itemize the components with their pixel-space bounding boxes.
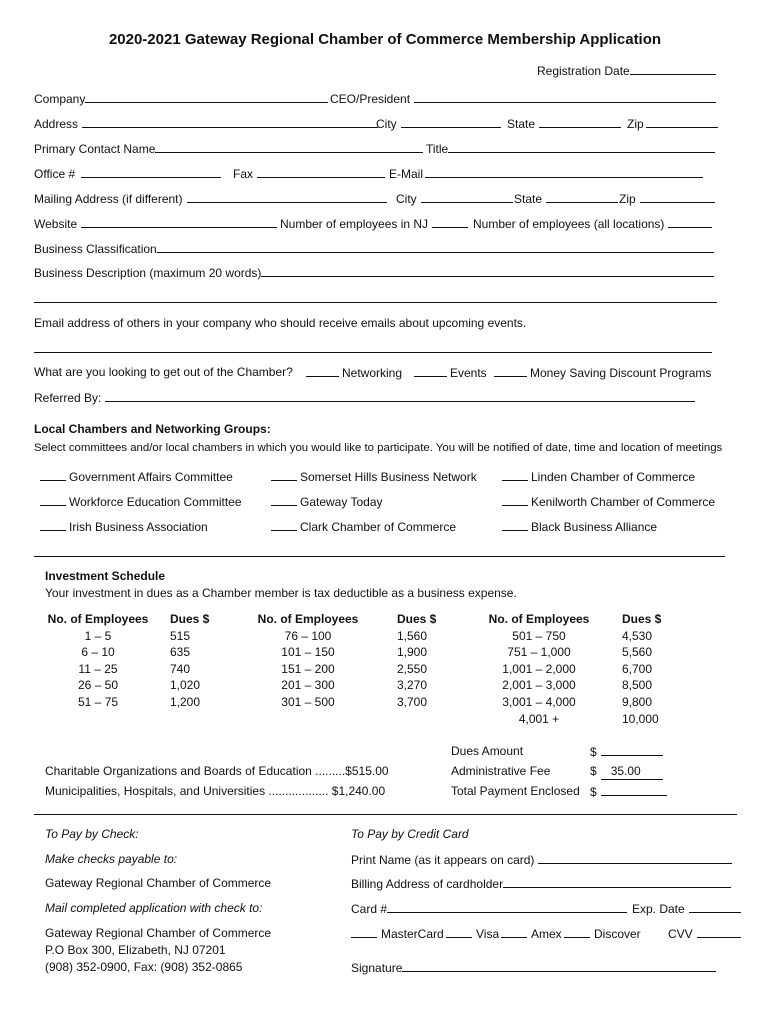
irish-business-label: Irish Business Association xyxy=(69,520,208,534)
option-amex[interactable] xyxy=(501,926,562,942)
mastercard-label: MasterCard xyxy=(381,927,444,941)
mailing-city-label: City xyxy=(396,192,417,206)
municipalities-rate: Municipalities, Hospitals, and Universities .................. $1,240.00 xyxy=(45,784,386,798)
business-description-label: Business Description (maximum 20 words) xyxy=(34,266,262,280)
checkbox-kenilworth-chamber[interactable] xyxy=(502,494,715,510)
email-field[interactable] xyxy=(389,166,703,182)
investment-heading: Investment Schedule xyxy=(45,569,166,583)
option-mastercard[interactable] xyxy=(351,926,444,942)
signature-field[interactable] xyxy=(351,960,716,976)
referred-by-field[interactable] xyxy=(34,390,695,406)
table1-employees xyxy=(45,611,151,711)
table3-dues xyxy=(622,611,661,727)
print-name-label: Print Name (as it appears on card) xyxy=(351,853,535,867)
billing-address-field[interactable] xyxy=(351,876,731,892)
table3-dues-header: Dues $ xyxy=(622,612,662,626)
website-label: Website xyxy=(34,217,78,231)
employees-nj-field[interactable] xyxy=(280,216,468,232)
employees-all-field[interactable] xyxy=(473,216,712,232)
checkbox-government-affairs[interactable] xyxy=(40,469,233,485)
table3-employees-header: No. of Employees xyxy=(488,612,590,626)
table2-employees-cell: 301 – 500 xyxy=(281,694,335,709)
admin-fee-amount: 35.00 xyxy=(601,764,663,780)
mailing-state-label: State xyxy=(514,192,543,206)
company-field[interactable] xyxy=(34,91,328,107)
mailing-zip-label: Zip xyxy=(619,192,636,206)
office-label: Office # xyxy=(34,167,76,181)
description-line[interactable] xyxy=(34,302,717,303)
address-label: Address xyxy=(34,117,79,131)
black-business-label: Black Business Alliance xyxy=(531,520,658,534)
cvv-label: CVV xyxy=(668,927,693,941)
table1-employees-cell: 11 – 25 xyxy=(78,661,118,676)
table2-employees-header: No. of Employees xyxy=(257,612,359,626)
payee-name: Gateway Regional Chamber of Commerce xyxy=(45,876,272,890)
email-others-label: Email address of others in your company who should receive emails about upcoming events. xyxy=(34,316,527,330)
email-label: E-Mail xyxy=(389,167,424,181)
table2-employees-cell: 151 – 200 xyxy=(281,661,335,676)
kenilworth-chamber-label: Kenilworth Chamber of Commerce xyxy=(531,495,716,509)
address-field[interactable] xyxy=(34,116,378,132)
option-money-saving-label: Money Saving Discount Programs xyxy=(530,366,712,380)
email-others-line[interactable] xyxy=(34,352,712,353)
zip-label: Zip xyxy=(627,117,644,131)
contact-title-label: Title xyxy=(426,142,449,156)
mail-to-label: Mail completed application with check to: xyxy=(45,901,263,915)
table3-dues-cell: 10,000 xyxy=(622,711,659,726)
table1-dues-cell: 635 xyxy=(170,645,191,660)
clark-chamber-label: Clark Chamber of Commerce xyxy=(300,520,457,534)
dues-amount-label: Dues Amount xyxy=(451,744,524,758)
check-heading: To Pay by Check: xyxy=(45,827,139,841)
checkbox-somerset-hills[interactable] xyxy=(271,469,477,485)
employees-all-label: Number of employees (all locations) xyxy=(473,217,665,231)
mailing-address-field[interactable] xyxy=(34,191,387,207)
state-field[interactable] xyxy=(507,116,621,132)
business-description-field[interactable] xyxy=(34,265,714,281)
ceo-field[interactable] xyxy=(330,91,716,107)
table1-dues-cell: 515 xyxy=(170,628,191,643)
employees-nj-label: Number of employees in NJ xyxy=(280,217,429,231)
table2-dues-cell: 2,550 xyxy=(397,661,428,676)
table1-employees-cell: 1 – 5 xyxy=(84,628,112,643)
checkbox-linden-chamber[interactable] xyxy=(502,469,695,485)
print-name-field[interactable] xyxy=(351,852,732,868)
city-field[interactable] xyxy=(376,116,501,132)
primary-contact-label: Primary Contact Name xyxy=(34,142,156,156)
table3-dues-cell: 9,800 xyxy=(622,694,653,709)
page-title: 2020-2021 Gateway Regional Chamber of Commerce Membership Application xyxy=(108,31,662,48)
contact-title-field[interactable] xyxy=(426,141,715,157)
signature-label: Signature xyxy=(351,961,403,975)
table1-dues-cell: 1,020 xyxy=(170,678,201,693)
card-number-field[interactable] xyxy=(351,901,627,917)
linden-chamber-label: Linden Chamber of Commerce xyxy=(531,470,696,484)
workforce-education-label: Workforce Education Committee xyxy=(69,495,242,509)
option-events[interactable] xyxy=(414,365,487,381)
primary-contact-field[interactable] xyxy=(34,141,423,157)
local-chambers-instructions: Select committees and/or local chambers in which you would like to participate. You will be notified of date, time and location of meetings xyxy=(34,442,723,454)
investment-note: Your investment in dues as a Chamber member is tax deductible as a business expense. xyxy=(45,586,517,600)
table3-dues-cell: 5,560 xyxy=(622,645,653,660)
payment-divider xyxy=(34,814,737,815)
table2-dues-header: Dues $ xyxy=(397,612,437,626)
somerset-hills-label: Somerset Hills Business Network xyxy=(300,470,477,484)
table2-dues-cell: 3,700 xyxy=(397,694,428,709)
office-field[interactable] xyxy=(34,166,221,182)
fax-field[interactable] xyxy=(233,166,385,182)
mailing-state-field[interactable] xyxy=(514,191,618,207)
exp-date-field[interactable] xyxy=(632,901,741,917)
table1-dues-header: Dues $ xyxy=(170,612,210,626)
option-networking-label: Networking xyxy=(342,366,403,380)
table2-dues xyxy=(397,611,436,711)
table3-employees-cell: 501 – 750 xyxy=(512,628,566,643)
table1-dues xyxy=(170,611,209,711)
table3-employees-cell: 751 – 1,000 xyxy=(507,645,571,660)
table3-employees-cell: 2,001 – 3,000 xyxy=(502,678,576,693)
ceo-label: CEO/President xyxy=(330,92,411,106)
checkbox-clark-chamber[interactable] xyxy=(271,519,456,535)
option-events-label: Events xyxy=(450,366,487,380)
government-affairs-label: Government Affairs Committee xyxy=(69,470,233,484)
card-heading: To Pay by Credit Card xyxy=(351,827,469,841)
table3-dues-cell: 4,530 xyxy=(622,628,653,643)
discover-label: Discover xyxy=(594,927,641,941)
table1-dues-cell: 1,200 xyxy=(170,694,201,709)
option-networking[interactable] xyxy=(306,365,402,381)
city-label: City xyxy=(376,117,397,131)
table1-employees-cell: 51 – 75 xyxy=(77,694,119,709)
gateway-today-label: Gateway Today xyxy=(300,495,383,509)
table1-employees-header: No. of Employees xyxy=(47,612,149,626)
table2-employees-cell: 76 – 100 xyxy=(284,628,332,643)
referred-by-label: Referred By: xyxy=(34,391,102,405)
total-dollar-sign: $ xyxy=(590,785,597,799)
table3-dues-cell: 8,500 xyxy=(622,678,653,693)
table2-dues-cell: 1,560 xyxy=(397,628,428,643)
amex-label: Amex xyxy=(531,927,562,941)
total-payment-field[interactable] xyxy=(590,784,667,800)
dues-dollar-sign: $ xyxy=(590,745,597,759)
admin-fee-value xyxy=(590,764,663,780)
table3-dues-cell: 6,700 xyxy=(622,661,653,676)
mail-address-line1: Gateway Regional Chamber of Commerce xyxy=(45,926,272,940)
option-money-saving[interactable] xyxy=(494,365,711,381)
checkbox-workforce-education[interactable] xyxy=(40,494,242,510)
checkbox-black-business[interactable] xyxy=(502,519,657,535)
billing-address-label: Billing Address of cardholder xyxy=(351,877,504,891)
mail-address-line2: P.O Box 300, Elizabeth, NJ 07201 xyxy=(45,943,226,957)
state-label: State xyxy=(507,117,536,131)
payable-label: Make checks payable to: xyxy=(45,852,178,866)
cvv-field[interactable] xyxy=(668,926,741,942)
option-visa[interactable] xyxy=(446,926,499,942)
checkbox-gateway-today[interactable] xyxy=(271,494,383,510)
business-classification-field[interactable] xyxy=(34,241,714,257)
total-payment-label: Total Payment Enclosed xyxy=(451,784,580,798)
divider-line xyxy=(34,556,725,557)
checkbox-irish-business[interactable] xyxy=(40,519,208,535)
website-field[interactable] xyxy=(34,216,277,232)
business-classification-label: Business Classification xyxy=(34,242,157,256)
local-chambers-heading: Local Chambers and Networking Groups: xyxy=(34,422,271,436)
table2-employees xyxy=(256,611,360,711)
mailing-zip-field[interactable] xyxy=(619,191,715,207)
table1-employees-cell: 6 – 10 xyxy=(81,645,115,660)
dues-amount-field[interactable] xyxy=(590,744,663,760)
fax-label: Fax xyxy=(233,167,254,181)
table2-dues-cell: 3,270 xyxy=(397,678,428,693)
looking-for-label: What are you looking to get out of the Chamber? xyxy=(34,365,293,379)
table3-employees-cell: 4,001 + xyxy=(518,711,560,726)
card-number-label: Card # xyxy=(351,902,388,916)
registration-date-field[interactable] xyxy=(537,63,716,79)
option-discover[interactable] xyxy=(564,926,641,942)
exp-date-label: Exp. Date xyxy=(632,902,685,916)
company-label: Company xyxy=(34,92,86,106)
mail-address-line3: (908) 352-0900, Fax: (908) 352-0865 xyxy=(45,960,243,974)
table2-dues-cell: 1,900 xyxy=(397,645,428,660)
mailing-city-field[interactable] xyxy=(396,191,513,207)
mailing-address-label: Mailing Address (if different) xyxy=(34,192,183,206)
charitable-rate: Charitable Organizations and Boards of Education .........$515.00 xyxy=(45,764,389,778)
table3-employees-cell: 3,001 – 4,000 xyxy=(502,694,576,709)
zip-field[interactable] xyxy=(627,116,718,132)
admin-fee-label: Administrative Fee xyxy=(451,764,551,778)
table1-dues-cell: 740 xyxy=(170,661,191,676)
table3-employees-cell: 1,001 – 2,000 xyxy=(502,661,576,676)
table1-employees-cell: 26 – 50 xyxy=(77,678,119,693)
admin-fee-dollar-sign: $ xyxy=(590,764,597,778)
registration-date-label: Registration Date xyxy=(537,64,630,78)
table2-employees-cell: 201 – 300 xyxy=(281,678,335,693)
visa-label: Visa xyxy=(476,927,500,941)
table2-employees-cell: 101 – 150 xyxy=(281,645,335,660)
table3-employees xyxy=(486,611,592,727)
